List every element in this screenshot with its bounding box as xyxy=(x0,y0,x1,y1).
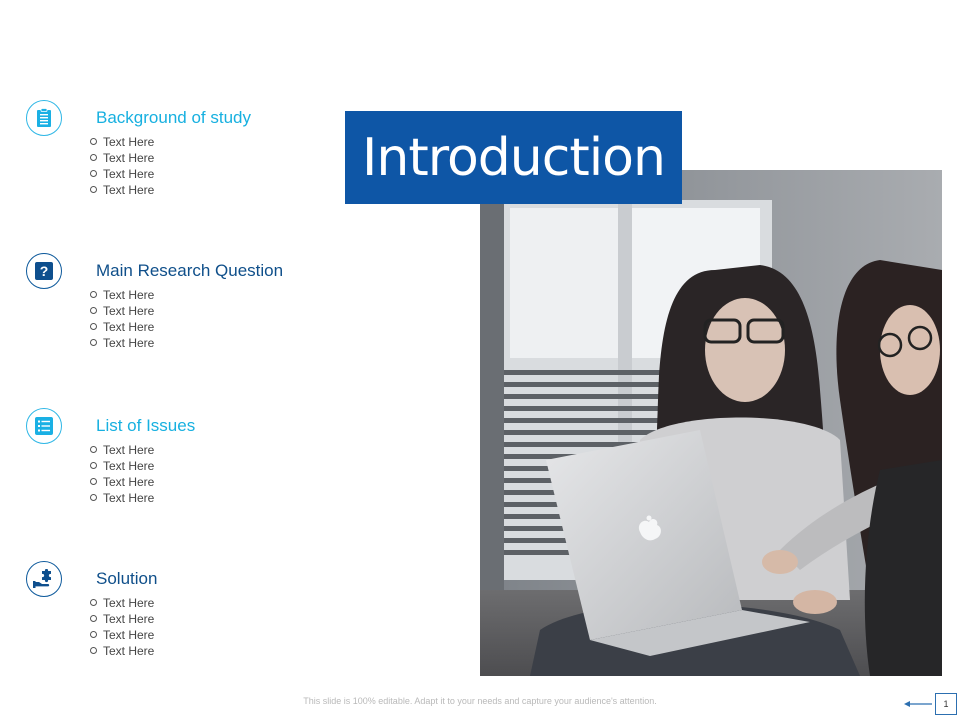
list-item: Text Here xyxy=(90,134,154,150)
bullet-icon xyxy=(90,462,97,469)
list-item: Text Here xyxy=(90,182,154,198)
arrow-left-icon xyxy=(904,700,932,708)
page-title: Introduction xyxy=(362,127,665,188)
bullet-icon xyxy=(90,478,97,485)
bullet-icon xyxy=(90,291,97,298)
list-item: Text Here xyxy=(90,150,154,166)
bullet-icon xyxy=(90,647,97,654)
list-item: Text Here xyxy=(90,458,154,474)
page-number: 1 xyxy=(935,693,957,715)
bullet-list xyxy=(90,134,154,198)
bullet-icon xyxy=(90,631,97,638)
list-item: Text Here xyxy=(90,335,154,351)
list-item: Text Here xyxy=(90,611,154,627)
list-item: Text Here xyxy=(90,627,154,643)
bullet-icon xyxy=(90,307,97,314)
bullet-list xyxy=(90,595,154,659)
clipboard-icon xyxy=(26,100,62,136)
svg-text:?: ? xyxy=(39,263,49,279)
list-item: Text Here xyxy=(90,643,154,659)
list-item: Text Here xyxy=(90,595,154,611)
bullet-icon xyxy=(90,339,97,346)
bullet-icon xyxy=(90,615,97,622)
list-item: Text Here xyxy=(90,490,154,506)
bullet-icon xyxy=(90,138,97,145)
list-item: Text Here xyxy=(90,319,154,335)
section-heading: Main Research Question xyxy=(96,261,284,280)
list-item: Text Here xyxy=(90,166,154,182)
bullet-icon xyxy=(90,186,97,193)
section-heading: Solution xyxy=(96,569,158,588)
bullet-icon xyxy=(90,323,97,330)
photo-students-laptop xyxy=(480,170,942,676)
title-box xyxy=(345,111,682,204)
question-icon xyxy=(26,253,62,289)
bullet-list xyxy=(90,287,154,351)
puzzle-hand-icon xyxy=(26,561,62,597)
section-heading: Background of study xyxy=(96,108,251,127)
list-item: Text Here xyxy=(90,442,154,458)
section-heading: List of Issues xyxy=(96,416,196,435)
bullet-icon xyxy=(90,154,97,161)
list-item: Text Here xyxy=(90,303,154,319)
bullet-icon xyxy=(90,446,97,453)
bullet-icon xyxy=(90,494,97,501)
bullet-list xyxy=(90,442,154,506)
bullet-icon xyxy=(90,599,97,606)
list-icon xyxy=(26,408,62,444)
list-item: Text Here xyxy=(90,287,154,303)
bullet-icon xyxy=(90,170,97,177)
list-item: Text Here xyxy=(90,474,154,490)
footer-note: This slide is 100% editable. Adapt it to your needs and capture your audience's attention. xyxy=(303,696,657,706)
